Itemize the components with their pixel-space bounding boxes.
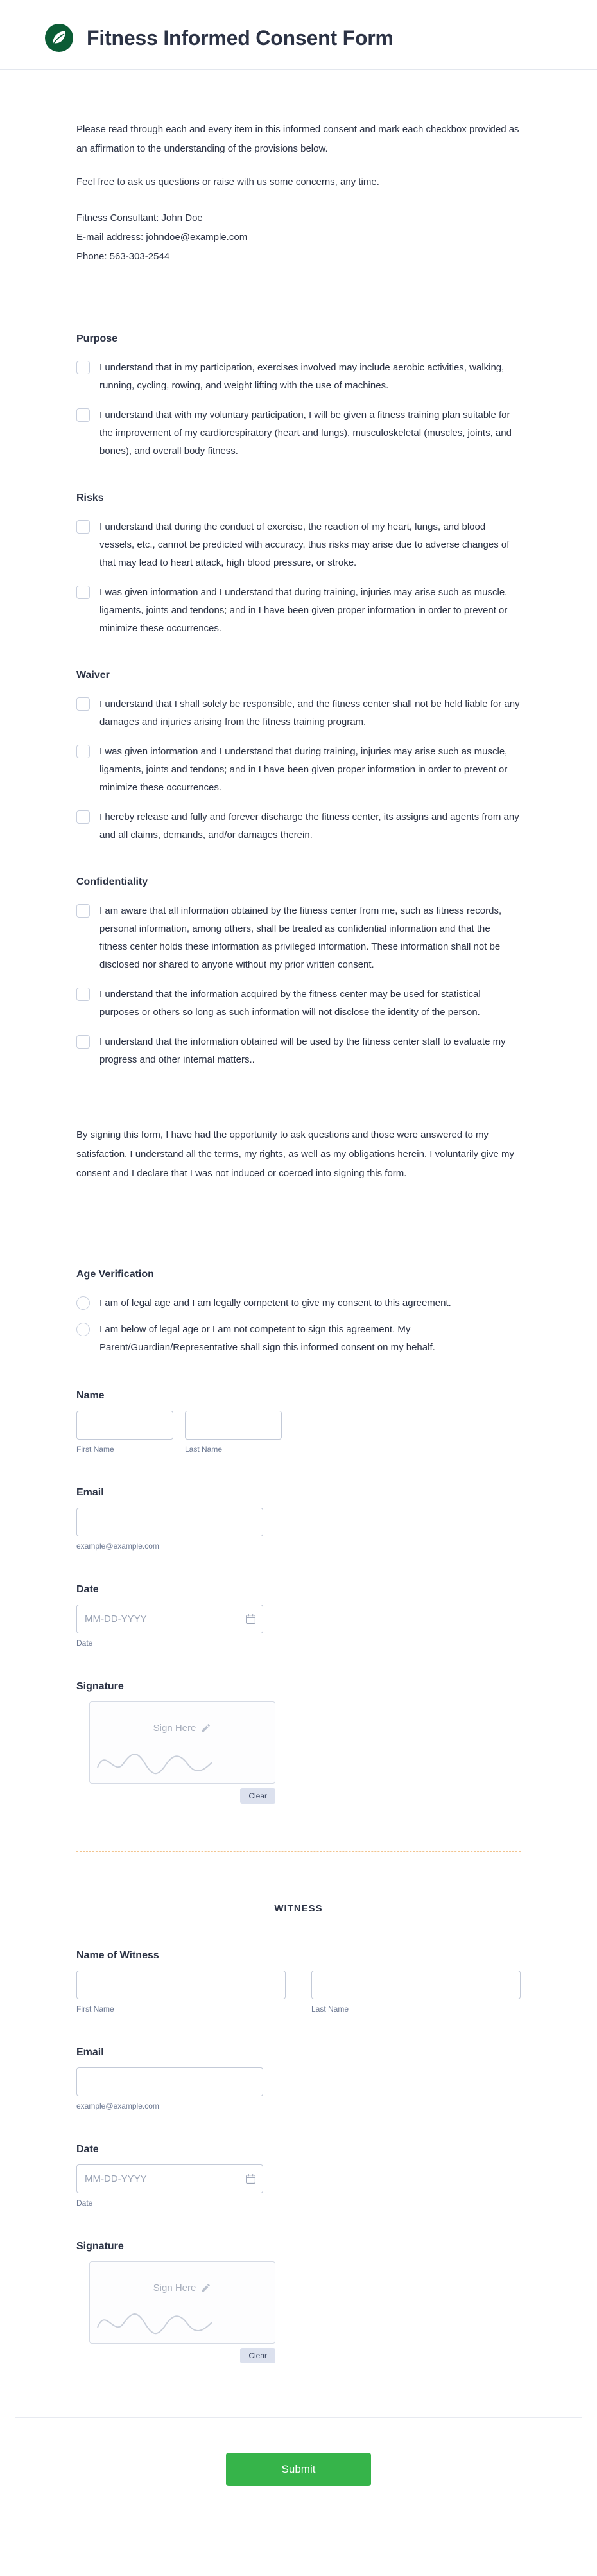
purpose-checkbox-row-2[interactable] [76, 406, 521, 460]
signature-squiggle [94, 2302, 241, 2339]
consultant-email-line: E-mail address: johndoe@example.com [76, 232, 248, 243]
waiver-heading: Waiver [76, 670, 110, 681]
submit-button[interactable]: Submit [226, 2453, 371, 2486]
date-label: Date [76, 1584, 99, 1595]
risks-checkbox-1[interactable] [76, 520, 90, 534]
waiver-checkbox-row-2[interactable] [76, 743, 521, 797]
radio-label: I am of legal age and I am legally competent to give my consent to this agreement. [100, 1298, 451, 1309]
last-name-sublabel: Last Name [185, 1445, 223, 1454]
email-input[interactable] [76, 1508, 263, 1536]
witness-heading: WITNESS [274, 1903, 323, 1914]
checkbox-label: I understand that with my voluntary participation, I will be given a fitness training plan suitable for the improvement of my cardiorespiratory (heart and lungs), musculoskeletal (muscles, joints, and bones), and overall body fitness. [100, 410, 512, 457]
checkbox-label: I am aware that all information obtained by the fitness center from me, such as fitness records, personal information, among others, shall be treated as confidential information and that the fitness center holds these information as privileged information. These information shall not be disclosed nor shared to anyone without my prior written consent. [100, 905, 502, 970]
pen-icon [200, 1723, 211, 1734]
name-label: Name [76, 1390, 105, 1401]
confidentiality-heading: Confidentiality [76, 876, 148, 887]
section-age-verification [76, 1269, 521, 1357]
witness-date-label: Date [76, 2144, 99, 2155]
checkbox-label: I was given information and I understand that during training, injuries may arise such as muscle, ligaments, joints and tendons; and in I have been given proper information in order to prevent or minimize these occurrences. [100, 746, 508, 793]
checkbox-label: I understand that during the conduct of exercise, the reaction of my heart, lungs, and blood vessels, etc., cannot be predicted with accuracy, thus risks may arise due to adverse changes of that may lead to heart attack, high blood pressure, or stroke. [100, 521, 510, 568]
form-header [0, 0, 597, 70]
signature-label: Signature [76, 1681, 124, 1692]
intro-note: Feel free to ask us questions or raise with us some concerns, any time. [76, 177, 379, 187]
witness-signature-pad[interactable] [89, 2261, 275, 2344]
purpose-checkbox-1[interactable] [76, 361, 90, 374]
checkbox-label: I hereby release and fully and forever discharge the fitness center, its assigns and agents from any and all claims, demands, and/or damages therein. [100, 812, 519, 840]
signature-clear-button[interactable]: Clear [240, 1788, 275, 1804]
witness-email-sublabel: example@example.com [76, 2102, 159, 2110]
checkbox-label: I understand that the information acquired by the fitness center may be used for statistical purposes or others so long as such information will not disclose the identity of the person. [100, 989, 481, 1018]
checkbox-label: I understand that the information obtained will be used by the fitness center staff to evaluate my progress and other internal matters.. [100, 1036, 506, 1065]
witness-name-label: Name of Witness [76, 1950, 159, 1961]
age-radio-row-legal[interactable] [76, 1294, 521, 1312]
consultant-line: Fitness Consultant: John Doe [76, 213, 203, 223]
intro-paragraph: Please read through each and every item in this informed consent and mark each checkbox provided as an affirmation to the understanding of the provisions below. [76, 124, 519, 154]
age-radio-legal[interactable] [76, 1296, 90, 1310]
witness-signature-clear-button[interactable]: Clear [240, 2348, 275, 2363]
pen-icon [200, 2283, 211, 2293]
witness-email-input[interactable] [76, 2067, 263, 2096]
confidentiality-checkbox-3[interactable] [76, 1035, 90, 1049]
field-email [76, 1487, 521, 1551]
waiver-checkbox-1[interactable] [76, 697, 90, 711]
consultant-phone-line: Phone: 563-303-2544 [76, 251, 170, 262]
section-purpose [76, 333, 521, 460]
checkbox-label: I was given information and I understand that during training, injuries may arise such as muscle, ligaments, joints and tendons; and in I have been given proper information in order to prevent or minimize these occurrences. [100, 587, 508, 634]
date-input[interactable] [76, 1605, 263, 1633]
field-witness-name [76, 1950, 521, 2014]
witness-date-sublabel: Date [76, 2198, 93, 2207]
purpose-checkbox-row-1[interactable] [76, 359, 521, 395]
witness-email-label: Email [76, 2047, 104, 2058]
confidentiality-checkbox-row-3[interactable] [76, 1033, 521, 1069]
section-confidentiality [76, 876, 521, 1069]
waiver-checkbox-row-3[interactable] [76, 808, 521, 844]
form-title: Fitness Informed Consent Form [87, 26, 394, 49]
email-label: Email [76, 1487, 104, 1498]
field-witness-date [76, 2144, 521, 2207]
radio-label: I am below of legal age or I am not competent to sign this agreement. My Parent/Guardian/Representative shall sign this informed consent on my behalf. [100, 1324, 435, 1353]
witness-first-name-input[interactable] [76, 1971, 286, 1999]
closing-paragraph: By signing this form, I have had the opportunity to ask questions and those were answered to my satisfaction. I understand all the terms, my rights, as well as my obligations herein. I voluntarily give my consent and I declare that I was not induced or coerced into signing this form. [76, 1129, 514, 1179]
witness-last-name-sublabel: Last Name [311, 2005, 349, 2014]
confidentiality-checkbox-row-2[interactable] [76, 986, 521, 1022]
purpose-checkbox-2[interactable] [76, 408, 90, 422]
date-sublabel: Date [76, 1639, 93, 1648]
risks-checkbox-2[interactable] [76, 586, 90, 599]
section-waiver [76, 670, 521, 844]
risks-heading: Risks [76, 492, 104, 503]
confidentiality-checkbox-row-1[interactable] [76, 902, 521, 974]
risks-checkbox-row-2[interactable] [76, 584, 521, 638]
waiver-checkbox-row-1[interactable] [76, 695, 521, 731]
purpose-heading: Purpose [76, 333, 118, 344]
confidentiality-checkbox-2[interactable] [76, 988, 90, 1001]
checkbox-label: I understand that in my participation, exercises involved may include aerobic activities, walking, running, cycling, rowing, and weight lifting with the use of machines. [100, 362, 505, 391]
field-witness-email [76, 2047, 521, 2110]
sign-here-placeholder: Sign Here [90, 2283, 275, 2293]
confidentiality-checkbox-1[interactable] [76, 904, 90, 918]
field-date [76, 1584, 521, 1648]
last-name-input[interactable] [185, 1411, 282, 1440]
section-risks [76, 492, 521, 638]
leaf-logo-icon [44, 23, 74, 53]
waiver-checkbox-2[interactable] [76, 745, 90, 758]
witness-first-name-sublabel: First Name [76, 2005, 114, 2014]
field-witness-signature [76, 2241, 521, 2363]
checkbox-label: I understand that I shall solely be responsible, and the fitness center shall not be held liable for any damages and injuries arising from the fitness training program. [100, 699, 520, 727]
age-radio-minor[interactable] [76, 1323, 90, 1336]
signature-pad[interactable] [89, 1701, 275, 1784]
waiver-checkbox-3[interactable] [76, 810, 90, 824]
age-radio-row-minor[interactable] [76, 1321, 521, 1357]
email-sublabel: example@example.com [76, 1542, 159, 1551]
sign-here-placeholder: Sign Here [90, 1723, 275, 1734]
signature-squiggle [94, 1742, 241, 1779]
age-verification-heading: Age Verification [76, 1269, 154, 1280]
first-name-input[interactable] [76, 1411, 173, 1440]
field-name [76, 1390, 521, 1454]
risks-checkbox-row-1[interactable] [76, 518, 521, 572]
witness-signature-label: Signature [76, 2241, 124, 2252]
section-divider [76, 1851, 521, 1852]
contact-block [76, 209, 521, 266]
first-name-sublabel: First Name [76, 1445, 114, 1454]
witness-date-input[interactable] [76, 2164, 263, 2193]
witness-last-name-input[interactable] [311, 1971, 521, 1999]
field-signature [76, 1681, 521, 1804]
